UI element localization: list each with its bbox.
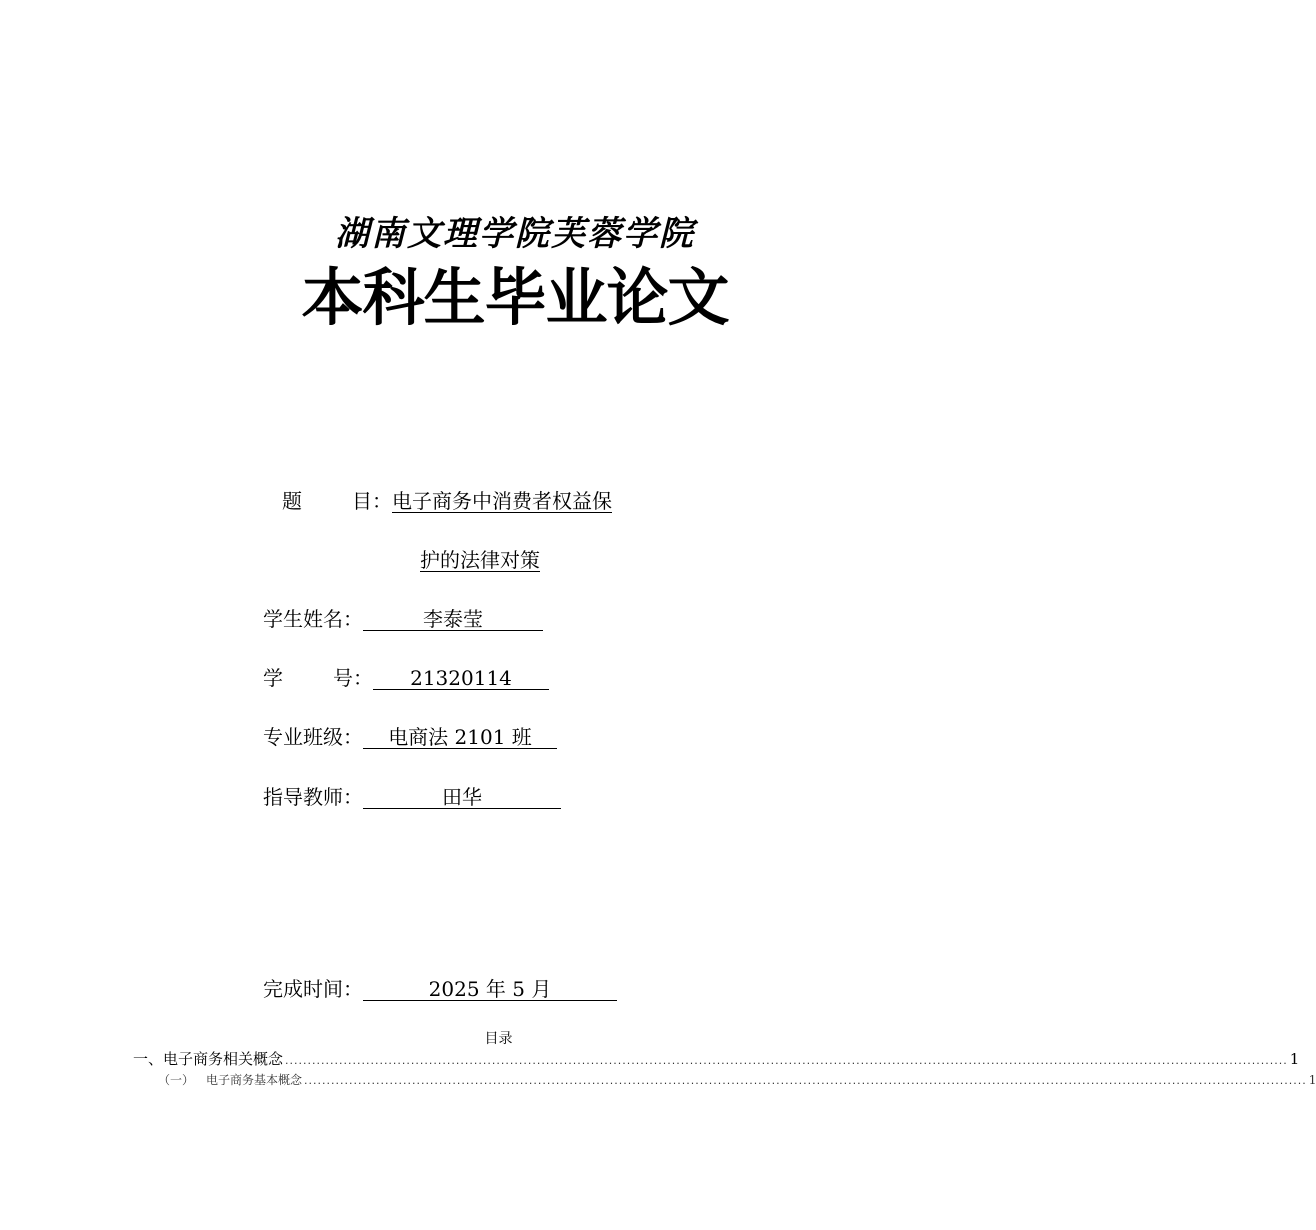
major-class-field: [263, 724, 557, 750]
toc-entry[interactable]: [133, 1048, 1300, 1069]
advisor-value: 田华: [363, 786, 561, 809]
student-name-label: 学生姓名：: [263, 607, 363, 631]
title-value-line2: 护的法律对策: [420, 548, 540, 572]
toc-title: 目录: [484, 1031, 513, 1047]
toc-leader-dots: ...............................................................................................................................................................................................................................: [304, 1074, 1307, 1087]
toc-entry-text: 电子商务基本概念: [206, 1073, 303, 1087]
toc-entry-text: 一、电子商务相关概念: [133, 1050, 284, 1068]
student-name-field: [263, 606, 543, 632]
completion-date-value: 2025 年 5 月: [363, 978, 617, 1001]
title-field-line2: [420, 547, 540, 573]
title-value-line1: 电子商务中消费者权益保: [392, 489, 612, 513]
thesis-heading: 本科生毕业论文: [301, 261, 729, 334]
advisor-field: [263, 784, 561, 810]
completion-date-field: [263, 976, 617, 1002]
toc-entry-page: 1: [1308, 1073, 1316, 1087]
toc-entry-page: 1: [1289, 1050, 1300, 1068]
toc-leader-dots: ...............................................................................................................................................................................................................................: [285, 1054, 1288, 1067]
toc-entry[interactable]: [158, 1071, 1316, 1088]
title-field: [282, 488, 612, 514]
title-label-part2: 目：: [352, 489, 392, 513]
major-class-label: 专业班级：: [263, 725, 363, 749]
advisor-label: 指导教师：: [263, 785, 363, 809]
school-name: 湖南文理学院芙蓉学院: [335, 214, 695, 254]
student-id-value: 21320114: [373, 667, 549, 690]
student-id-field: [263, 665, 549, 691]
completion-date-label: 完成时间：: [263, 977, 363, 1001]
title-label-part1: 题: [282, 489, 302, 513]
student-id-label-part2: 号：: [333, 666, 373, 690]
student-name-value: 李泰莹: [363, 608, 543, 631]
student-id-label-part1: 学: [263, 666, 283, 690]
toc-entry-number: （一）: [158, 1073, 195, 1087]
major-class-value: 电商法 2101 班: [363, 726, 557, 749]
